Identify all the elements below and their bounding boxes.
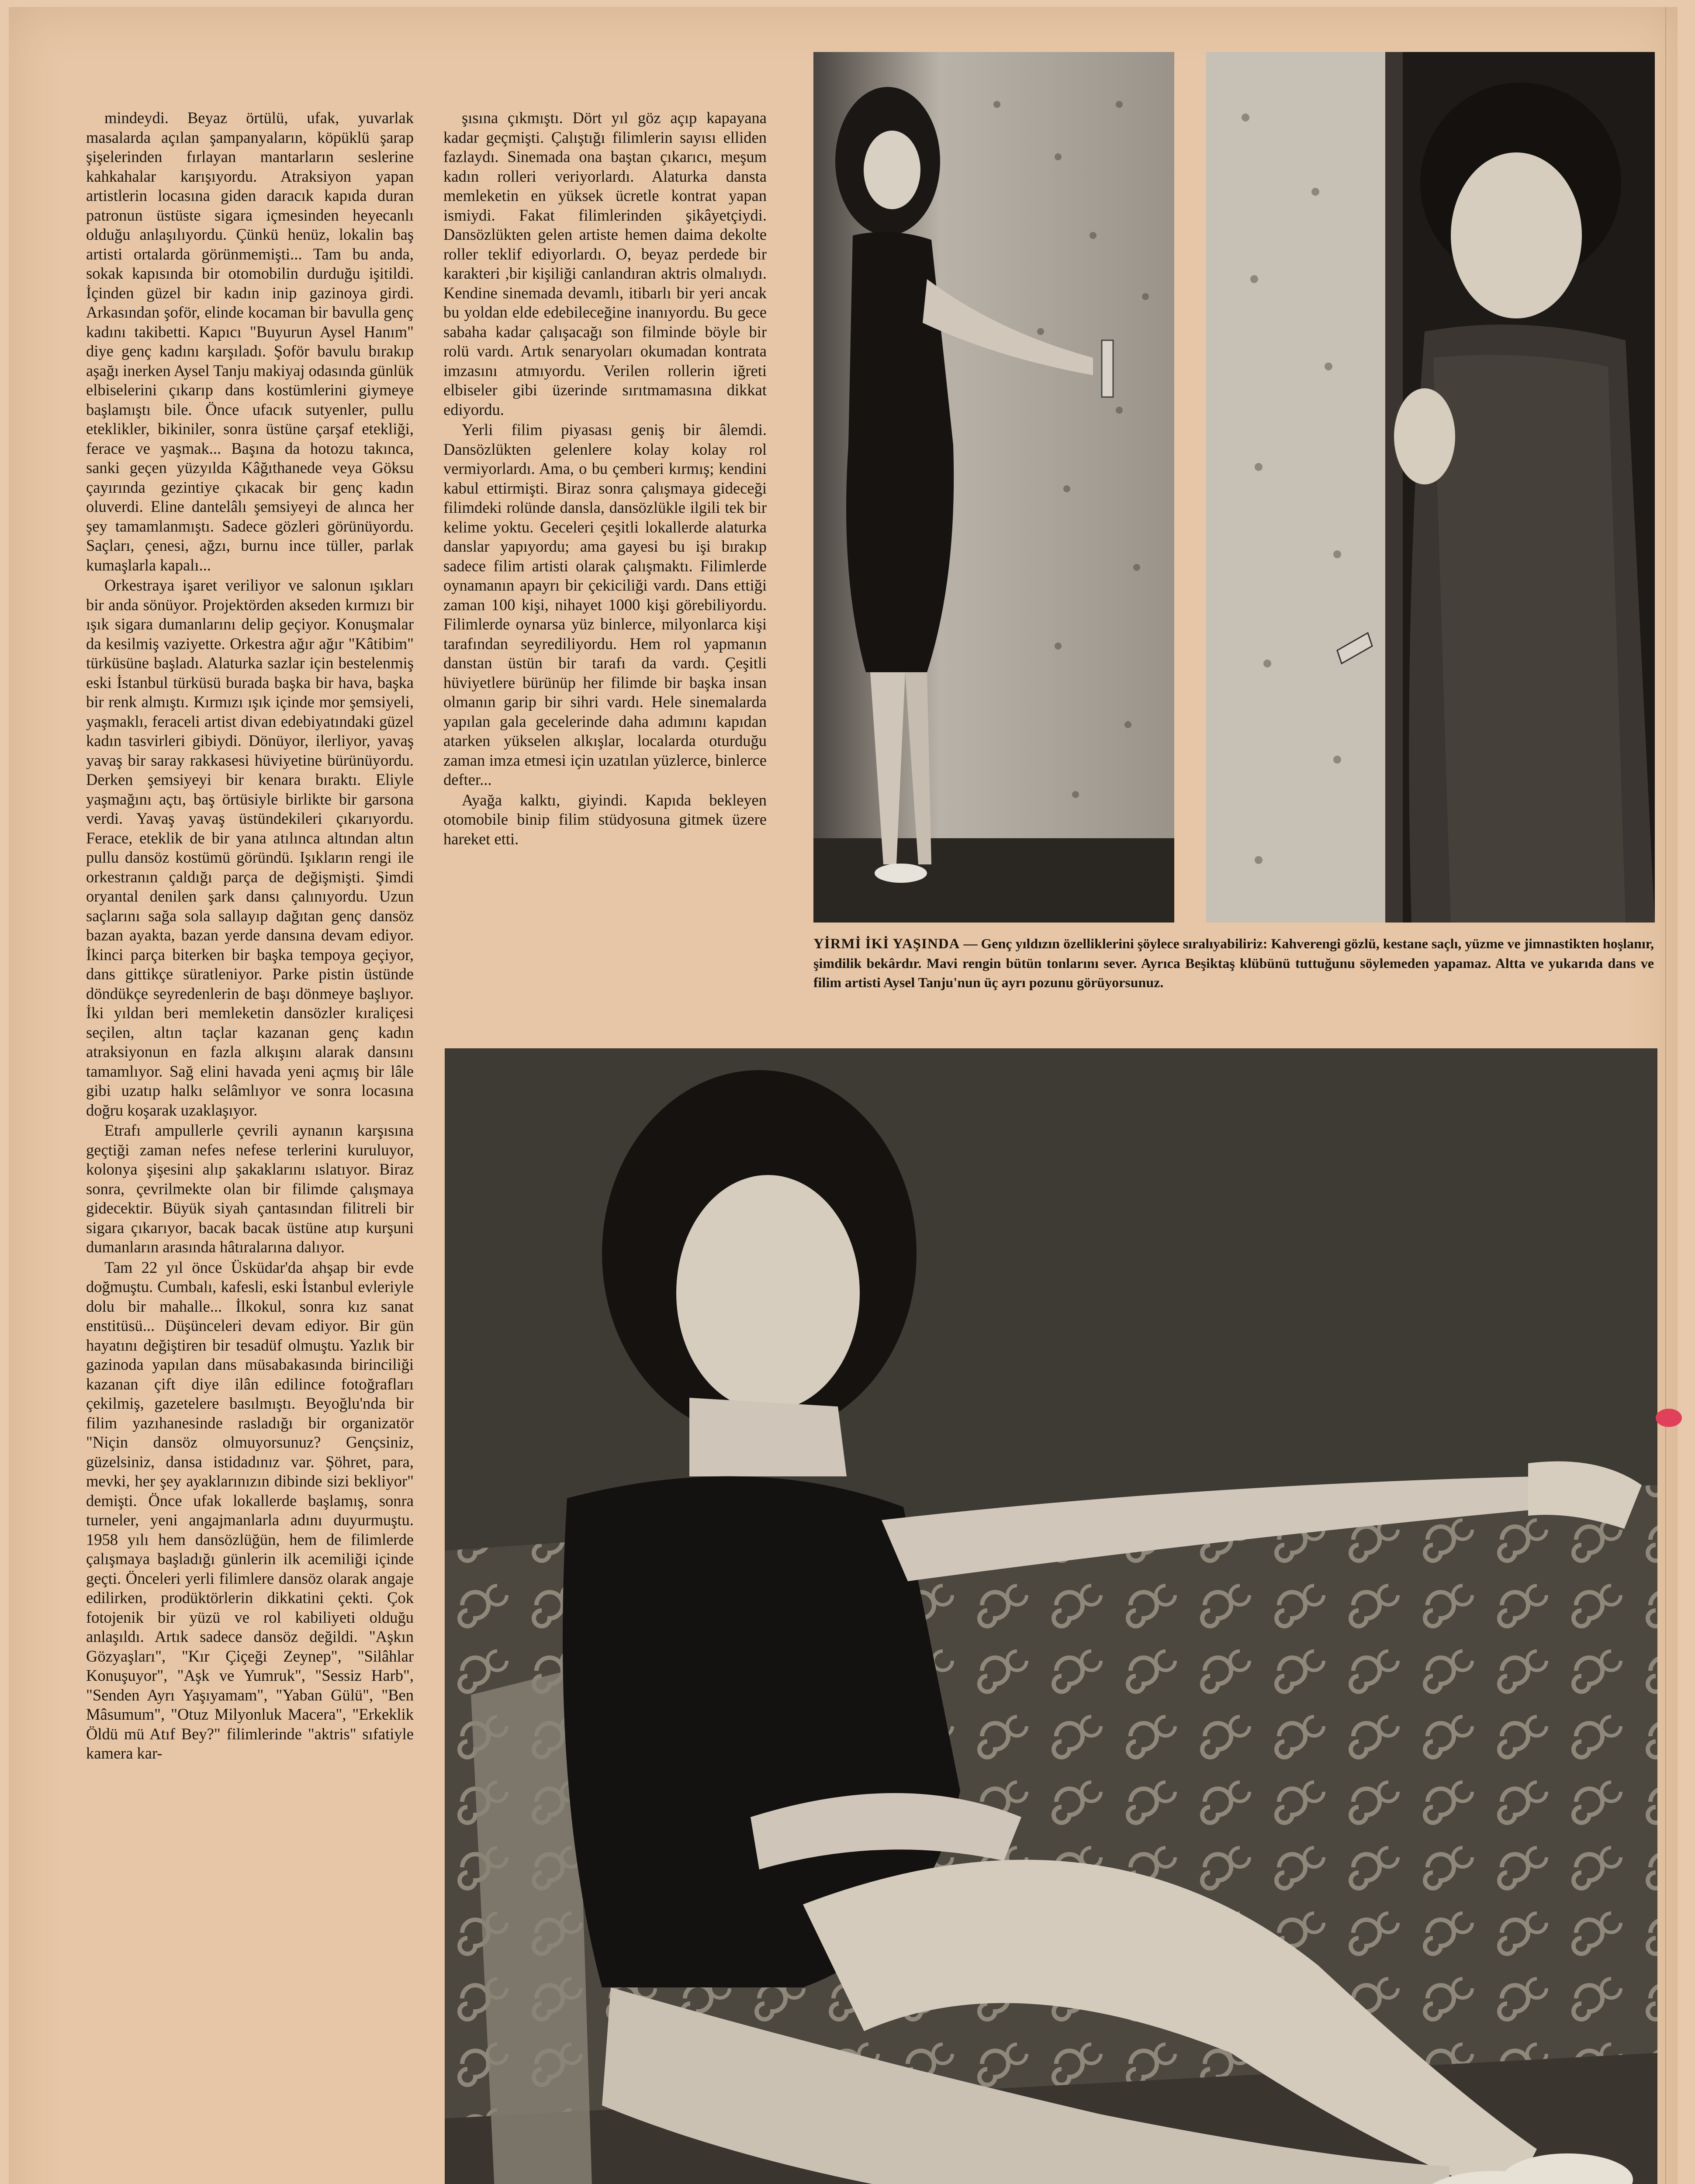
paragraph: mindeydi. Beyaz örtülü, ufak, yuvarlak masalarda açılan şampanyaların, köpüklü şarap şişelerinden fırlayan mantarların seslerine kahkahalar karışıyordu. Atraksiyon yapan artistlerin locasına giden daracık kapıda duran patronun üstüste sigara içmesinden heyecanlı olduğu anlaşılıyordu. Çünkü henüz, lokalin baş artisti ortalarda görünmemişti... Tam bu anda, sokak kapısında bir otomobilin durduğu işitildi. İçinden güzel bir kadın inip gazinoya girdi. Arkasından şoför, elinde kocaman bir bavulla genç kadını takibetti. Kapıcı "Buyurun Aysel Hanım" diye genç kadını karşıladı. Şoför bavulu bırakıp aşağı inerken Aysel Tanju makiyaj odasında günlük elbiselerini çıkarıp dans kostümlerini giymeye başlamıştı bile. Önce ufacık sutyenler, pullu eteklikler, bikiniler, sonra üstüne çarşaf etekliği, ferace ve yaşmak... Başına da hotozu takınca, sanki geçen yüzyılda Kâğıthanede veya Göksu çayırında gezintiye çıkacak bir genç kadın oluverdi. Eline dantelâlı şemsiyeyi de alınca her şey tamamlanmıştı. Sadece gözleri görünüyordu. Saçları, çenesi, ağzı, burnu ince tüller, parlak kumaşlarla kapalı... <box>86 109 414 574</box>
paragraph: şısına çıkmıştı. Dört yıl göz açıp kapayana kadar geçmişti. Çalıştığı filimlerin sayısı elliden fazlaydı. Sinemada ona baştan çıkarıcı, meşum kadın rolleri veriyorlardı. Alaturka dansta memleketin en yüksek ücretle kontrat yapan ismiydi. Fakat filimlerinden şikâyetçiydi. Dansözlükten gelen artiste hemen daima dekolte roller teklif ediyorlardı. O, beyaz perdede bir karakteri ,bir kişiliği canlandıran aktris olmalıydı. Kendine sinemada devamlı, itibarlı bir yeri ancak bu yoldan elde edebileceğine inanıyordu. Bu gece sabaha kadar çalışacağı son filminde böyle bir rolü vardı. Artık senaryoları okumadan kontrata imzasını atmıyordu. Verilen rollerin iğreti elbiseler gibi üzerinde sırıtmamasına dikkat ediyordu. <box>443 109 767 418</box>
newspaper-page <box>9 7 1678 2184</box>
paragraph: Yerli filim piyasası geniş bir âlemdi. Dansözlükten gelenlere kolay kolay rol vermiyorlardı. Ama, o bu çemberi kırmış; kendini kabul ettirmişti. Biraz sonra çalışmaya gideceği filimdeki rolünde dansla, dansözlükle ilgili tek bir kelime yoktu. Geceleri çeşitli lokallerde alaturka danslar yapıyordu; ama gayesi bu işi bırakıp sadece filim artisti olarak çalışmaktı. Filimlerde oynamanın apayrı bir çekiciliği vardı. Dans ettiği zaman 100 kişi, nihayet 1000 kişi görebiliyordu. Filimlerde oynarsa yüz binlerce, milyonlarca kişi tarafından seyrediliyordu. Hem rol yapmanın danstan üstün bir tarafı da vardı. Çeşitli hüviyetlere bürünüp her filimde bir başka insan olmanın garip bir sihri vardı. Hele sinemalarda yapılan gala gecelerinde daha adımını kapıdan atarken yükselen alkışlar, localarda oturduğu zaman imza etmesi için uzatılan yüzlerce, binlerce defter... <box>443 421 767 788</box>
article-column-2 <box>443 108 767 1034</box>
paragraph: Ayağa kalktı, giyindi. Kapıda bekleyen otomobile binip filim stüdyosuna gitmek üzere hareket etti. <box>443 791 767 848</box>
photo-in-doorway <box>1206 52 1655 923</box>
photo-reclining-on-sofa <box>445 1048 1657 2184</box>
caption-text: — Genç yıldızın özelliklerini şöylece sıralıyabiliriz: Kahverengi gözlü, kestane saçlı, yüzme ve jimnastikten hoşlanır, şimdilik bekârdır. Mavi rengin bütün tonlarını sever. Ayrıca Beşiktaş klübünü tuttuğunu söylemeden yapamaz. Altta ve yukarıda dans ve filim artisti Aysel Tanju'nun üç ayrı pozunu görüyorsunuz. <box>813 936 1654 990</box>
column-rule <box>1665 7 1666 2184</box>
portrait-doorway-icon <box>1206 52 1655 923</box>
article-column-1 <box>86 108 414 2184</box>
paragraph: Tam 22 yıl önce Üsküdar'da ahşap bir evde doğmuştu. Cumbalı, kafesli, eski İstanbul evleriyle dolu bir mahalle... İlkokul, sonra kız sanat enstitüsü... Düşünceleri devam ediyor. Bir gün hayatını değiştiren bir tesadüf olmuştu. Yazlık bir gazinoda yapılan dans müsabakasında birinciliği kazanan çift diye ilân edilince fotoğrafları çekilmiş, gazetelere basılmıştı. Beyoğlu'nda bir filim yazıhanesinde rasladığı bir organizatör "Niçin dansöz olmuyorsunuz? Gençsiniz, güzelsiniz, dansa istidadınız var. Şöhret, para, mevki, her şey ayaklarınızın dibinde sizi bekliyor" demişti. Önce ufak lokallerde başlamış, sonra turneler, yeni angajmanlarla adını duyurmuştu. 1958 yılı hem dansözlüğün, hem de filimlerde çalışmaya başladığı günlerin ilk acemiliği içinde geçti. Önceleri yerli filimlere dansöz olarak angaje edilirken, prodüktörlerin dikkatini çekti. Çok fotojenik bir yüzü ve rol kabiliyeti olduğu anlaşıldı. Artık sadece dansöz değildi. "Aşkın Gözyaşları", "Kır Çiçeği Zeynep", "Silâhlar Konuşuyor", "Aşk ve Yumruk", "Sessiz Harb", "Senden Ayrı Yaşıyamam", "Yaban Gülü", "Ben Mâsumum", "Otuz Milyonluk Macera", "Erkeklik Öldü mü Atıf Bey?" filimlerinde "aktris" sıfatiyle kamera kar- <box>86 1258 414 1762</box>
paragraph: Orkestraya işaret veriliyor ve salonun ışıkları bir anda sönüyor. Projektörden akseden kırmızı bir ışık sigara dumanlarını delip geçiyor. Konuşmalar da kesilmiş vaziyette. Orkestra ağır ağır "Kâtibim" türküsüne başladı. Alaturka sazlar için bestelenmiş eski İstanbul türküsü burada başka bir hava, başka bir renk almıştı. Kırmızı ışık içinde mor şemsiyeli, yaşmaklı, feraceli artist divan edebiyatındaki güzel kadın tasvirleri gibiydi. Dönüyor, ilerliyor, yavaş yavaş bir saray rakkasesi hüviyetine bürünüyordu. Derken şemsiyeyi bir kenara bıraktı. Eliyle yaşmağını açtı, baş örtüsiyle birlikte bir garsona verdi. Yavaş yavaş üstündekileri çıkarıyordu. Ferace, eteklik de bir yana atılınca altından altın pullu dansöz kostümü göründü. Işıkların rengi ile orkestranın çaldığı parça de değişmişti. Şimdi oryantal denilen şark dansı çalınıyordu. Uzun saçlarını sağa sola sallayıp dağıtan genç dansöz bazan ayakta, bazan yerde dansına devam ediyor. İkinci parça biterken bir başka tempoya geçiyor, dans gittikçe süratleniyor. Parke pistin üstünde döndükçe seyredenlerin de başı dönmeye başlıyor. İki yıldan beri memleketin dansözler kıraliçesi seçilen, altın taçlar kazanan genç kadın atraksiyonun en fazla alkışını alarak dansını tamamlıyor. Sağ elini havada yeni açmış bir lâle gibi uzatıp halkı selâmlıyor ve sonra locasına doğru koşarak uzaklaşıyor. <box>86 576 414 1119</box>
portrait-standing-door-icon <box>813 52 1174 923</box>
caption-lead: YİRMİ İKİ YAŞINDA <box>813 936 960 952</box>
ink-mark <box>1656 1409 1682 1427</box>
portrait-reclining-sofa-icon <box>445 1048 1657 2184</box>
photo-standing-at-door <box>813 52 1174 923</box>
paragraph: Etrafı ampullerle çevrili aynanın karşısına geçtiği zaman nefes nefese terlerini kuruluyor, kolonya şişesini alıp şakaklarını ıslatıyor. Biraz sonra, çevrilmekte olan bir filimde çalışmaya gidecektir. Büyük siyah çantasından filitreli bir sigara çıkarıyor, bacak bacak üstüne atıp kurşuni dumanların arasında hâtıralarına dalıyor. <box>86 1121 414 1256</box>
photo-caption <box>813 934 1654 992</box>
